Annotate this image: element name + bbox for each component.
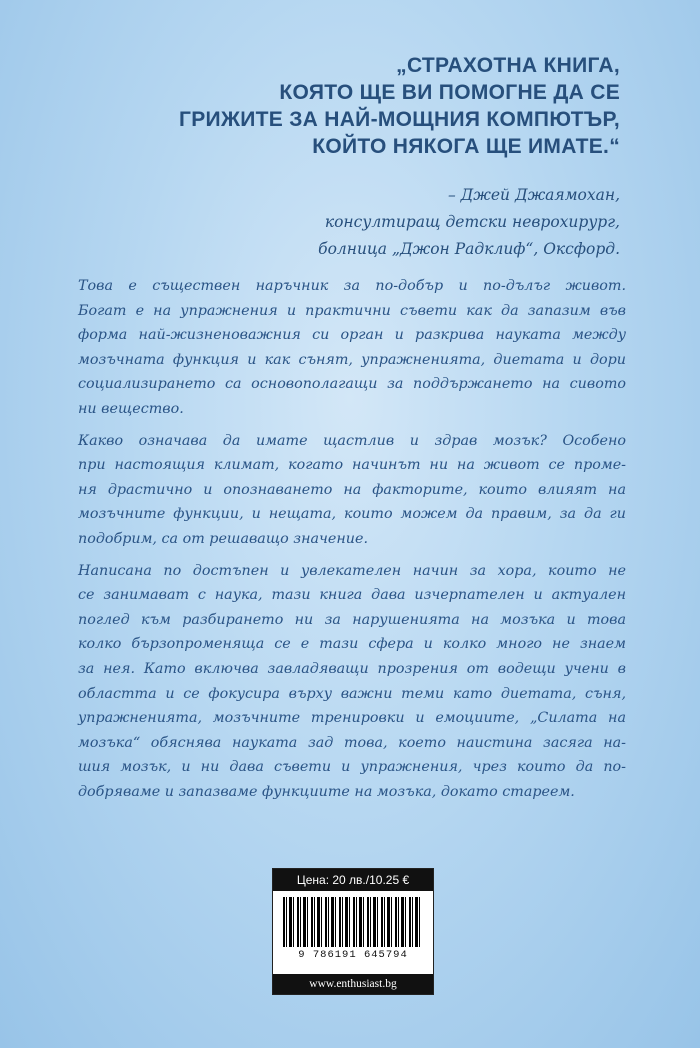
description-paragraph: [78, 274, 626, 422]
text-line: добряваме и запазваме функциите на мозъка, докато стареем.: [78, 783, 575, 800]
text-line: ня драстично и опознаването на факторите, които влияят на: [78, 481, 626, 498]
cover-quote: [120, 52, 620, 160]
quote-line: КОЙТО НЯКОГА ЩЕ ИМАТЕ.“: [312, 135, 620, 158]
attribution-line: консултиращ детски неврохирург,: [324, 213, 620, 231]
attribution-line: болница „Джон Радклиф“, Оксфорд.: [318, 240, 620, 258]
quote-attribution: [200, 182, 620, 263]
price-label: Цена: 20 лв./10.25 €: [273, 869, 433, 891]
text-line: упражненията, мозъчните тренировки и емоциите, „Силата на: [78, 710, 626, 727]
quote-line: ГРИЖИТЕ ЗА НАЙ-МОЩНИЯ КОМПЮТЪР,: [179, 108, 620, 131]
text-line: за нея. Като включва завладяващи прозрения от водещи учени в: [78, 660, 626, 677]
text-line: Богат е на упражнения и практични съвети как да запазим във: [78, 302, 626, 319]
text-line: шия мозък, и ни дава съвети и упражнения, чрез които да по-: [78, 759, 626, 776]
quote-line: КОЯТО ЩЕ ВИ ПОМОГНЕ ДА СЕ: [279, 81, 620, 104]
description-paragraph: [78, 559, 626, 805]
text-line: се занимават с наука, тази книга дава изчерпателен и актуален: [78, 587, 626, 604]
text-line: Какво означава да имате щастлив и здрав мозък? Особено: [78, 432, 626, 449]
barcode-sticker: [272, 868, 434, 995]
text-line: мозъка“ обяснява науката зад това, което наистина засяга на-: [78, 734, 626, 751]
text-line: форма най-жизненоважния си орган и разкрива науката между: [78, 327, 626, 344]
publisher-website: www.enthusiast.bg: [273, 974, 433, 994]
text-line: мозъчните функции, и нещата, които можем да правим, за да ги: [78, 506, 626, 523]
text-line: Това е съществен наръчник за по-добър и по-дълъг живот.: [78, 278, 626, 294]
text-line: Написана по достъпен и увлекателен начин за хора, които не: [78, 562, 626, 579]
barcode-icon: [283, 897, 423, 947]
text-line: социализирането са основополагащи за поддържането на сивото: [78, 376, 626, 393]
text-line: областта и се фокусира върху важни теми като диетата, съня,: [78, 685, 626, 702]
text-line: мозъчната функция и как сънят, упражненията, диетата и дори: [78, 351, 626, 368]
isbn-number: 9 786191 645794: [298, 949, 408, 961]
text-line: ни вещество.: [78, 400, 184, 417]
text-line: подобрим, са от решаващо значение.: [78, 530, 369, 547]
text-line: при настоящия климат, когато начинът ни на живот се проме-: [78, 457, 626, 474]
quote-line: „СТРАХОТНА КНИГА,: [396, 54, 620, 77]
text-line: поглед към разбирането ни за нарушенията на мозъка и това: [78, 611, 626, 628]
text-line: колко бързопроменяща се е тази сфера и колко много не знаем: [78, 636, 626, 653]
book-description: [78, 274, 626, 811]
description-paragraph: [78, 429, 626, 552]
attribution-line: – Джей Джаямохан,: [447, 186, 620, 204]
